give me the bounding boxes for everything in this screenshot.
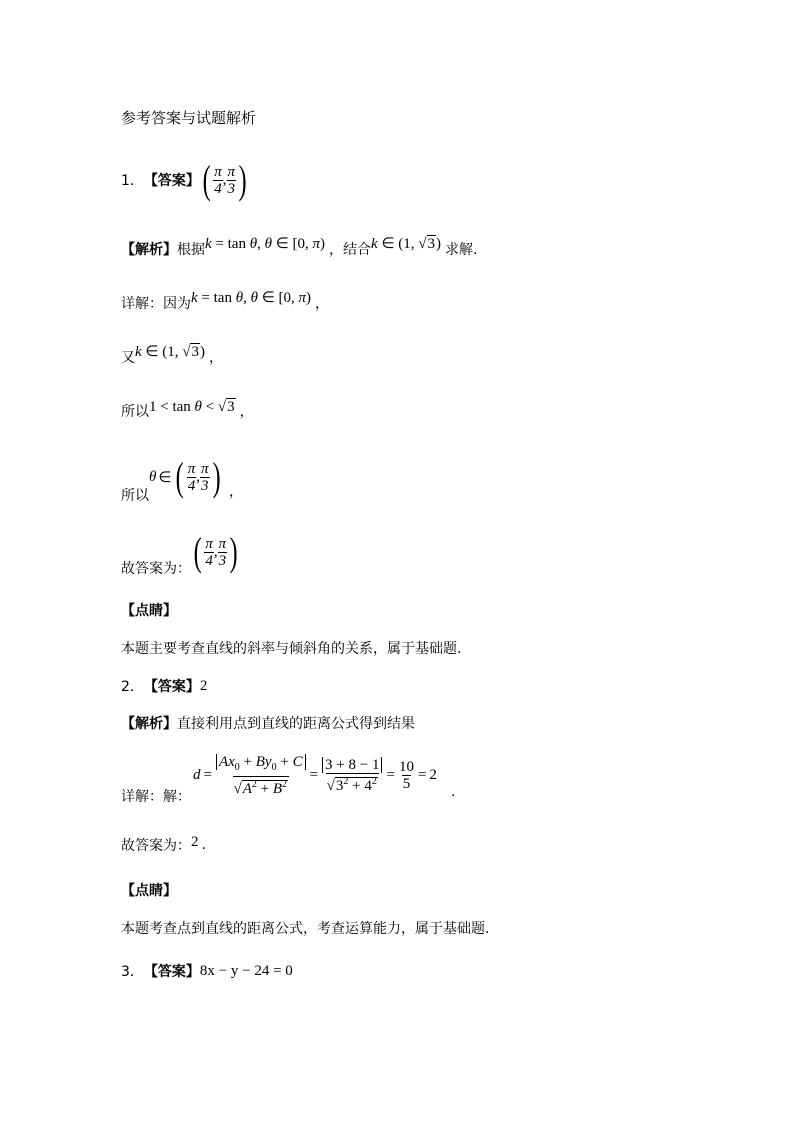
q2-analysis-label: 【解析】 (121, 716, 177, 732)
q1-analysis-label: 【解析】 (121, 242, 177, 258)
q1-number: 1． (121, 173, 144, 189)
q3-answer-value: 8x − y − 24 = 0 (199, 962, 293, 979)
q1-you-formula: k ∈ (1, √3) (135, 343, 205, 360)
q1-suoyi-comma-1: ， (239, 404, 254, 420)
q1-gu-text: 故答案为： (121, 561, 191, 577)
q1-formula-k-range: k ∈ (1, √3) (371, 235, 442, 252)
q1-answer-label: 【答案】 (143, 173, 200, 189)
q1-detail-formula: k = tan θ, θ ∈ [0, π) (191, 289, 312, 306)
q1-suoyi-comma-2: ， (229, 484, 243, 500)
q1-detail-text: 详解：因为 (121, 296, 191, 312)
q2-detail-line (121, 750, 481, 806)
q1-you-text: 又 (121, 350, 135, 366)
q1-analysis-text-b: ，结合 (329, 242, 372, 258)
q2-answer-label: 【答案】 (143, 679, 200, 695)
q1-analysis-text-a: 根据 (177, 242, 205, 258)
q2-distance-formula: d = $\frac{Ax_0 + By_0 + C}{√A^2 + B^2}$ = $\frac{3 + 8 - 1}{√3^2 + 4^2}$ = $\frac{10}{5}$ = 2 (193, 753, 437, 797)
q1-suoyi-text-1: 所以 (121, 404, 149, 420)
q1-you-line (121, 343, 223, 368)
q1-formula-k-tan: k = tan θ, θ ∈ [0, π) (205, 235, 326, 252)
q1-analysis-text-c: 求解. (445, 242, 478, 258)
q2-analysis-line (121, 713, 415, 733)
page-title: 参考答案与试题解析 (121, 109, 257, 127)
q1-suoyi-formula-2: θ ∈ ( $\frac{\pi}{4}$ , $\frac{\pi}{3}$ ) (149, 454, 221, 499)
q3-answer-label: 【答案】 (143, 964, 200, 980)
q1-remark-text: 本题主要考查直线的斜率与倾斜角的关系，属于基础题. (121, 641, 462, 657)
q2-gu-value: 2 (191, 833, 199, 850)
q3-number: 3． (121, 964, 144, 980)
q2-detail-period: . (451, 784, 456, 800)
q1-remark-label: 【点睛】 (121, 603, 177, 619)
q1-suoyi-formula-1: 1 < tan θ < √3 (149, 398, 235, 415)
q1-gu-formula: ( $\frac{\pi}{4}$ , $\frac{\pi}{3}$ ) (193, 529, 238, 574)
q2-gu-text: 故答案为： (121, 838, 191, 854)
q1-detail-comma: ， (315, 296, 330, 312)
q2-detail-text: 详解：解： (121, 789, 191, 805)
q2-remark-label: 【点睛】 (121, 883, 177, 899)
q3-answer-line (121, 961, 293, 981)
q2-answer-line (121, 676, 207, 696)
q1-suoyi-line-1 (121, 400, 254, 422)
q1-answer-math: ( $\frac{\pi}{4}$ , $\frac{\pi}{3}$ ) (202, 157, 247, 202)
q2-remark-text: 本题考查点到直线的距离公式，考查运算能力，属于基础题. (121, 921, 490, 937)
q2-analysis-text: 直接利用点到直线的距离公式得到结果 (177, 716, 415, 732)
q2-gu-period: . (201, 837, 206, 853)
q1-suoyi-text-2: 所以 (121, 488, 149, 504)
q1-you-comma: ， (208, 350, 223, 366)
q1-answer-line (121, 158, 249, 202)
q2-number: 2． (121, 679, 144, 695)
q1-detail-line (121, 289, 330, 314)
q1-analysis-line (121, 235, 478, 260)
q2-answer-value: 2 (199, 677, 208, 694)
q2-gu-line (121, 835, 206, 855)
